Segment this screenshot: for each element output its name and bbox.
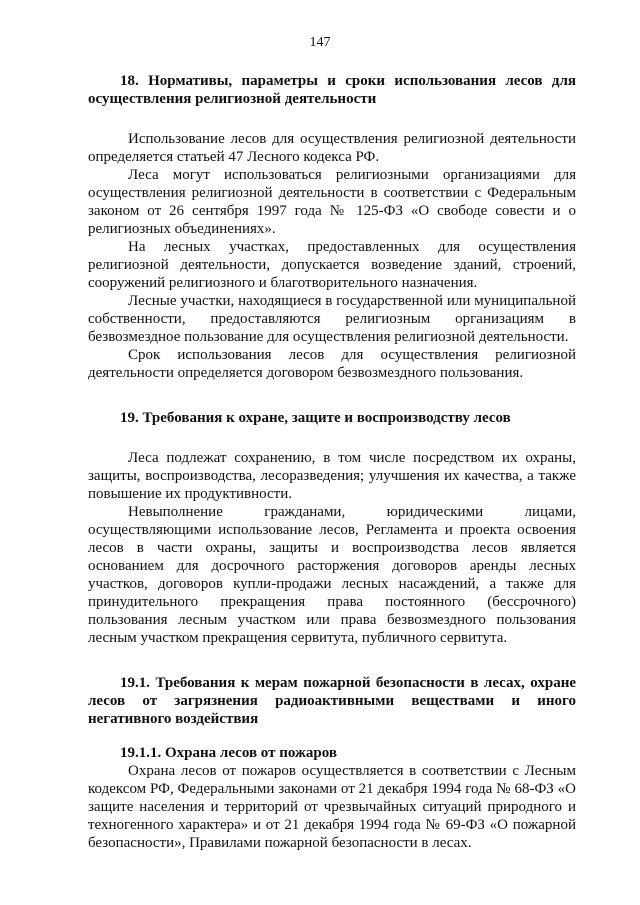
section-18-paragraph: На лесных участках, предоставленных для осуществления религиозной деятельности, допускается возведение зданий, строений, сооружений религиозного и благотворительного назначения. — [88, 239, 576, 291]
page-number: 147 — [309, 35, 331, 50]
section-18-paragraph: Лесные участки, находящиеся в государственной или муниципальной собственности, предоставляются религиозным организациям в безвозмездное пользование для осуществления религиозной деятельности. — [88, 293, 576, 345]
section-19-paragraph: Невыполнение гражданами, юридическими лицами, осуществляющими использование лесов, Регламента и проекта освоения лесов в части охраны, защиты и воспроизводства лесов является основанием для досрочного расторжения договоров аренды лесных участков, договоров купли-продажи лесных насаждений, а также для принудительного прекращения права постоянного (бессрочного) пользования лесным участком или права безвозмездного пользования лесным участком прекращения сервитута, публичного сервитута. — [88, 504, 576, 646]
section-18-paragraph: Срок использования лесов для осуществления религиозной деятельности определяется договором безвозмездного пользования. — [88, 347, 576, 381]
section-18-paragraph: Леса могут использоваться религиозными организациями для осуществления религиозной деятельности в соответствии с Федеральным законом от 26 сентября 1997 года № 125-ФЗ «О свободе совести и о религиозных объединениях». — [88, 167, 576, 237]
section-19-1-1-heading: 19.1.1. Охрана лесов от пожаров — [120, 745, 337, 761]
document-body — [88, 72, 576, 852]
spacer — [88, 427, 576, 449]
section-19-1-heading: 19.1. Требования к мерам пожарной безопасности в лесах, охране лесов от загрязнения радиоактивными веществами и иного негативного воздействия — [88, 675, 576, 727]
section-19-paragraph: Леса подлежат сохранению, в том числе посредством их охраны, защиты, воспроизводства, лесоразведения; улучшения их качества, а также повышение их продуктивности. — [88, 450, 576, 502]
section-18-paragraph: Использование лесов для осуществления религиозной деятельности определяется статьей 47 Лесного кодекса РФ. — [88, 131, 576, 165]
spacer — [88, 382, 576, 409]
section-19-heading: 19. Требования к охране, защите и воспроизводству лесов — [120, 410, 511, 426]
spacer — [88, 647, 576, 674]
spacer — [88, 108, 576, 130]
section-18-heading: 18. Нормативы, параметры и сроки использования лесов для осуществления религиозной деятельности — [88, 73, 576, 107]
section-19-1-1-paragraph: Охрана лесов от пожаров осуществляется в соответствии с Лесным кодексом РФ, Федеральными законами от 21 декабря 1994 года № 68-ФЗ «О защите населения и территорий от чрезвычайных ситуаций природного и техногенного характера» и от 21 декабря 1994 года № 69-ФЗ «О пожарной безопасности», Правилами пожарной безопасности в лесах. — [88, 763, 576, 851]
spacer — [88, 728, 576, 744]
